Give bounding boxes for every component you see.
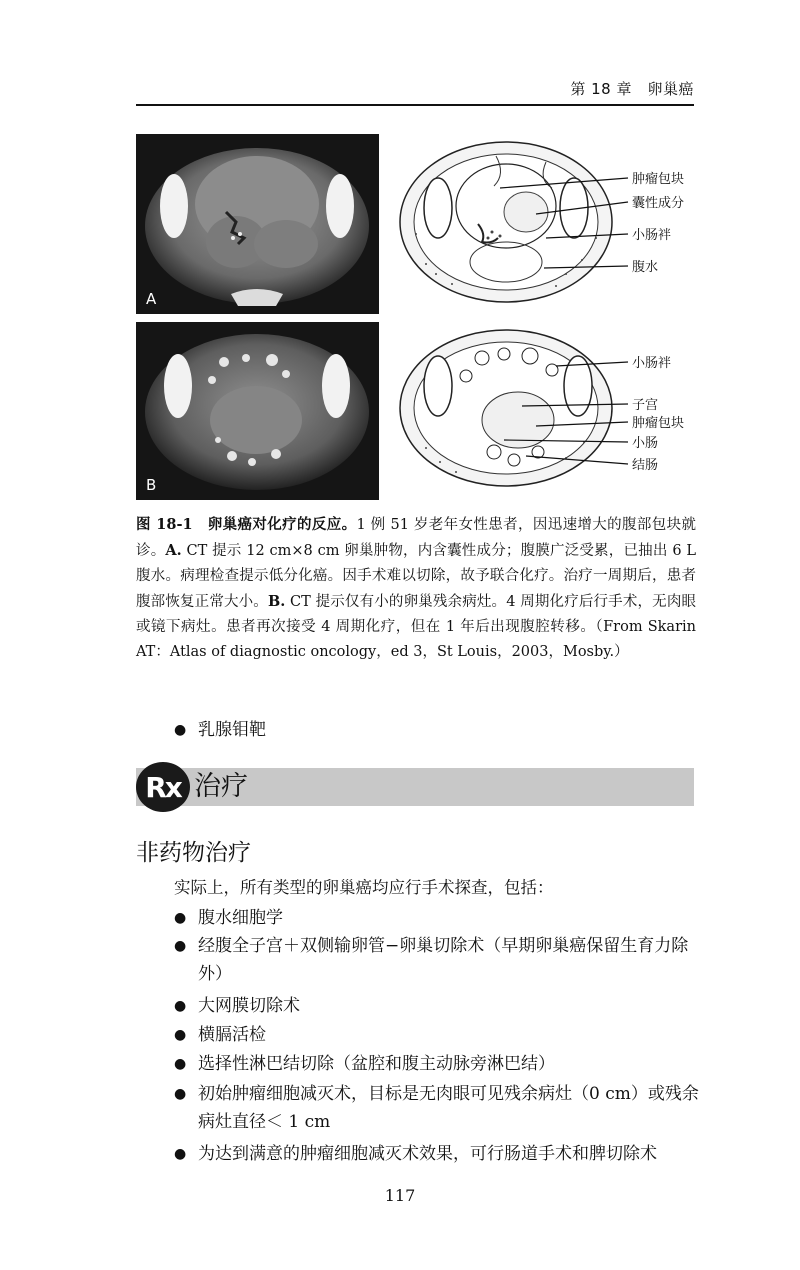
bullet-icon: ● (174, 910, 187, 926)
label-small-bowel-loop: 小肠袢 (632, 228, 672, 243)
label-colon: 结肠 (632, 458, 659, 473)
label-small-bowel: 小肠 (632, 436, 659, 451)
bullet-icon: ● (174, 998, 187, 1014)
caption-b-marker: B. (267, 593, 286, 610)
list-item: ● 大网膜切除术 (174, 992, 704, 1020)
running-head: 第 18 章 卵巢癌 (570, 80, 694, 98)
bullet-icon: ● (174, 1086, 187, 1102)
bullet-icon: ● (174, 1027, 187, 1043)
list-item: ● 横膈活检 (174, 1021, 704, 1049)
list-item: ● 为达到满意的肿瘤细胞减灭术效果，可行肠道手术和脾切除术 (174, 1140, 704, 1168)
caption-text-2: CT 提示 12 cm×8 cm 卵巢肿物，内含囊性成分；腹膜广泛受累，已抽出 6 L 腹水。病理检查提示低分化癌。因手术难以切除，故予联合化疗。治疗一周期后，患者腹部恢复正常大小。 (136, 543, 696, 610)
panel-b-label: B (146, 476, 157, 494)
list-item: ● 初始肿瘤细胞减灭术，目标是无肉眼可见残余病灶（0 cm）或残余病灶直径＜ 1 cm (174, 1080, 704, 1136)
label-tumor-mass-b: 肿瘤包块 (632, 416, 685, 431)
caption-label: 图 18-1 卵巢癌对化疗的反应。 (136, 516, 357, 533)
bullet-icon: ● (174, 722, 187, 738)
page-number: 117 (384, 1186, 416, 1205)
figure-caption (136, 512, 696, 665)
bullet-icon: ● (174, 1056, 187, 1072)
diagram-b (396, 322, 696, 500)
intro-text: 实际上，所有类型的卵巢癌均应行手术探查，包括： (174, 878, 554, 897)
panel-a-label: A (146, 290, 157, 308)
bullet-icon: ● (174, 938, 187, 954)
ct-image-b (136, 322, 379, 500)
label-uterus: 子宫 (632, 398, 659, 413)
rx-logo-text: Rx (145, 771, 181, 804)
ct-image-a (136, 134, 379, 314)
list-item: ● 乳腺钼靶 (174, 716, 704, 744)
rx-icon (136, 762, 190, 812)
section-title: 治疗 (194, 771, 248, 802)
list-item: ● 腹水细胞学 (174, 904, 704, 932)
caption-text-1: 1 例 51 岁老年女性患者，因迅速增大的腹部包块就诊。 (136, 517, 696, 559)
caption-text-3: CT 提示仅有小的卵巢残余病灶。4 周期化疗后行手术，无肉眼或镜下病灶。患者再次接受 4 周期化疗，但在 1 年后出现腹腔转移。（From Skarin AT：Atlas of diagnostic oncology，ed 3，St Louis，2003，Mosby.） (136, 594, 696, 660)
caption-a-marker: A. (165, 542, 182, 559)
list-item: ● 经腹全子宫＋双侧输卵管−卵巢切除术（早期卵巢癌保留生育力除外） (174, 932, 704, 988)
label-ascites: 腹水 (632, 260, 659, 275)
label-small-bowel-loop-b: 小肠袢 (632, 356, 672, 371)
label-cystic-component: 囊性成分 (632, 196, 685, 211)
header-rule (136, 104, 694, 106)
subsection-title: 非药物治疗 (136, 840, 251, 866)
list-item: ● 选择性淋巴结切除（盆腔和腹主动脉旁淋巴结） (174, 1050, 704, 1078)
label-tumor-mass: 肿瘤包块 (632, 172, 685, 187)
diagram-a (396, 134, 696, 314)
bullet-icon: ● (174, 1146, 187, 1162)
